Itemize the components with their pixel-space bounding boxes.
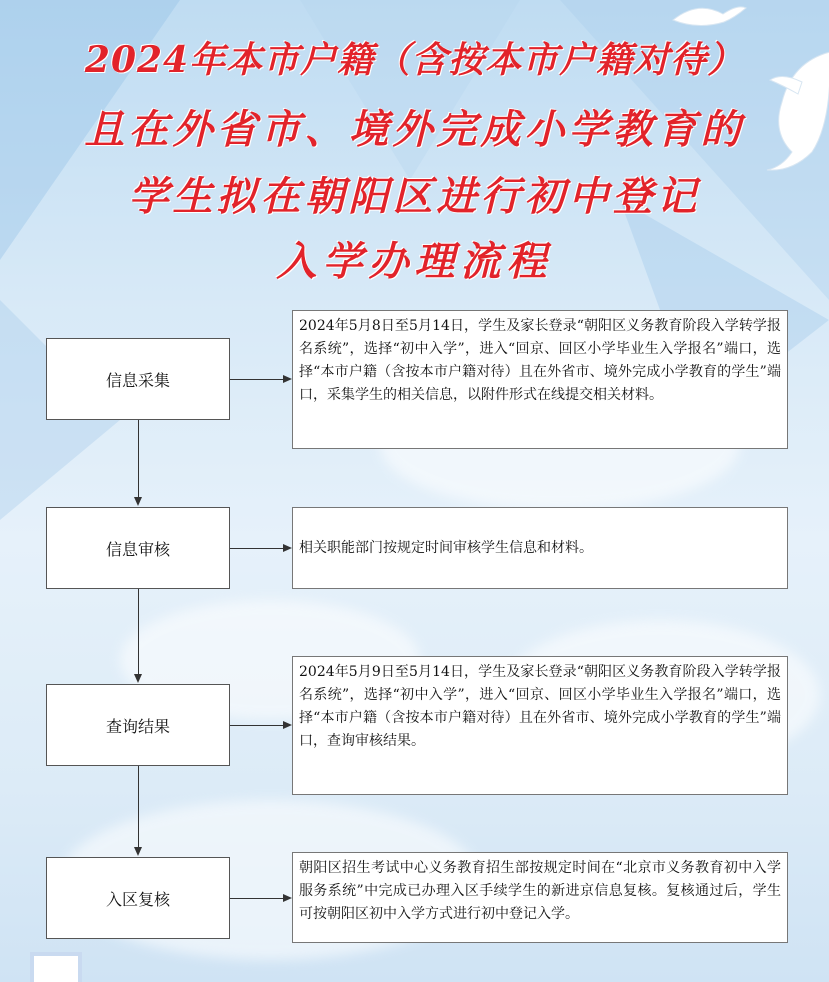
arrow-right-icon: [283, 544, 292, 552]
page-title-line-3: 学生拟在朝阳区进行初中登记: [128, 173, 701, 220]
arrow-down-icon: [134, 674, 142, 683]
step-description-info-review: 相关职能部门按规定时间审核学生信息和材料。: [292, 507, 788, 589]
connector: [230, 898, 284, 899]
connector: [138, 420, 139, 498]
connector: [230, 725, 284, 726]
step-description-query-result: 2024年5月9日至5月14日，学生及家长登录“朝阳区义务教育阶段入学转学报名系统”，选择“初中入学”，进入“回京、回区小学毕业生入学报名”端口，选择“本市户籍（含按本市户籍对待）且在外省市、境外完成小学教育的学生”端口，查询审核结果。: [292, 656, 788, 795]
page-title-line-2: 且在外省市、境外完成小学教育的: [84, 106, 745, 153]
step-description-district-recheck: 朝阳区招生考试中心义务教育招生部按规定时间在“北京市义务教育初中入学服务系统”中完成已办理入区手续学生的新进京信息复核。复核通过后，学生可按朝阳区初中入学方式进行初中登记入学。: [292, 852, 788, 943]
arrow-down-icon: [134, 497, 142, 506]
step-description-info-collection: 2024年5月8日至5月14日，学生及家长登录“朝阳区义务教育阶段入学转学报名系统”，选择“初中入学”，进入“回京、回区小学毕业生入学报名”端口，选择“本市户籍（含按本市户籍对待）且在外省市、境外完成小学教育的学生”端口，采集学生的相关信息，以附件形式在线提交相关材料。: [292, 310, 788, 449]
step-box-district-recheck: 入区复核: [46, 857, 230, 939]
arrow-right-icon: [283, 894, 292, 902]
page-title-line-4: 入学办理流程: [276, 238, 553, 285]
page-title-line-1: 2024年本市户籍（含按本市户籍对待）: [84, 39, 745, 81]
connector: [138, 766, 139, 848]
arrow-down-icon: [134, 847, 142, 856]
dove-icon: [668, 0, 748, 30]
arrow-right-icon: [283, 375, 292, 383]
connector: [138, 589, 139, 675]
arrow-right-icon: [283, 721, 292, 729]
decorative-corner-box: [30, 952, 82, 982]
step-box-query-result: 查询结果: [46, 684, 230, 766]
step-box-info-collection: 信息采集: [46, 338, 230, 420]
step-box-info-review: 信息审核: [46, 507, 230, 589]
connector: [230, 548, 284, 549]
connector: [230, 379, 284, 380]
